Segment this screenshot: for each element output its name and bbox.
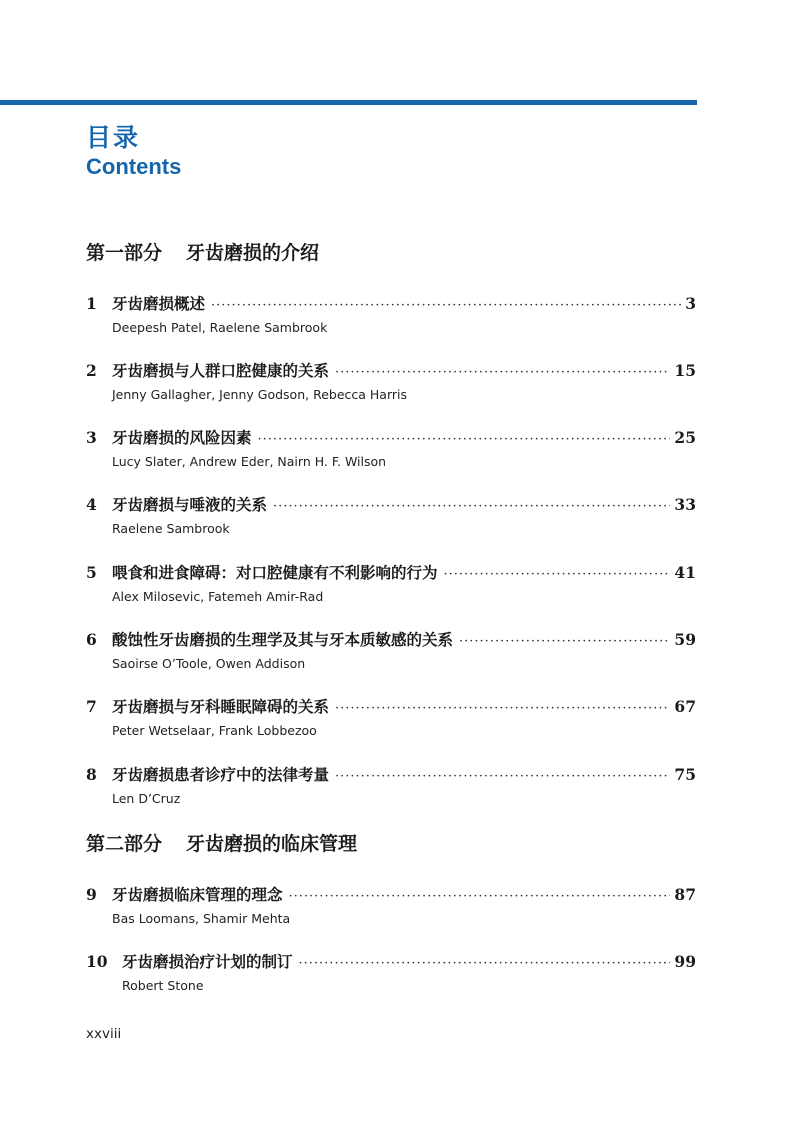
toc-entry[interactable] xyxy=(86,359,696,402)
dot-leader xyxy=(211,298,681,313)
chapter-number: 7 xyxy=(86,697,97,716)
chapter-title[interactable]: 牙齿磨损与唾液的关系 xyxy=(112,495,268,514)
part-heading xyxy=(86,238,319,265)
dot-leader xyxy=(258,432,671,447)
chapter-number: 1 xyxy=(86,294,97,313)
chapter-authors: Len D’Cruz xyxy=(112,791,181,806)
chapter-number: 2 xyxy=(86,361,97,380)
part-number: 第二部分 xyxy=(86,833,163,855)
dot-leader xyxy=(335,365,670,380)
dot-leader xyxy=(335,701,670,716)
dot-leader xyxy=(444,567,671,582)
chapter-authors: Bas Loomans, Shamir Mehta xyxy=(112,911,291,926)
part-number: 第一部分 xyxy=(86,242,163,264)
page-ref: 41 xyxy=(674,563,696,582)
chapter-authors: Raelene Sambrook xyxy=(112,521,230,536)
chapter-authors: Lucy Slater, Andrew Eder, Nairn H. F. Wilson xyxy=(112,454,387,469)
part-title: 牙齿磨损的介绍 xyxy=(186,242,320,264)
chapter-number: 6 xyxy=(86,630,97,649)
dot-leader xyxy=(289,889,671,904)
chapter-authors: Alex Milosevic, Fatemeh Amir-Rad xyxy=(112,589,324,604)
chapter-title[interactable]: 牙齿磨损概述 xyxy=(112,294,206,313)
chapter-number: 4 xyxy=(86,495,97,514)
part-heading xyxy=(86,829,357,856)
page-ref: 59 xyxy=(674,630,696,649)
toc-entry[interactable] xyxy=(86,628,696,671)
toc-entry[interactable] xyxy=(86,695,696,738)
dot-leader xyxy=(299,956,671,971)
toc-entry[interactable] xyxy=(86,292,696,335)
chapter-authors: Robert Stone xyxy=(122,978,204,993)
toc-title-chinese: 目录 xyxy=(86,123,141,152)
toc-entry[interactable] xyxy=(86,426,696,469)
chapter-title[interactable]: 酸蚀性牙齿磨损的生理学及其与牙本质敏感的关系 xyxy=(112,630,454,649)
toc-entry[interactable] xyxy=(86,763,696,806)
page-ref: 67 xyxy=(674,697,696,716)
toc-title-english: Contents xyxy=(86,154,182,179)
page-ref: 3 xyxy=(685,294,696,313)
chapter-number: 3 xyxy=(86,428,97,447)
chapter-number: 9 xyxy=(86,885,97,904)
chapter-title[interactable]: 牙齿磨损临床管理的理念 xyxy=(112,885,283,904)
part-title: 牙齿磨损的临床管理 xyxy=(186,833,358,855)
page-ref: 15 xyxy=(674,361,696,380)
toc-entry[interactable] xyxy=(86,883,696,926)
page-ref: 25 xyxy=(674,428,696,447)
toc-entry[interactable] xyxy=(86,493,696,536)
page-ref: 75 xyxy=(674,765,696,784)
chapter-title[interactable]: 喂食和进食障碍：对口腔健康有不利影响的行为 xyxy=(112,563,438,582)
chapter-authors: Saoirse O’Toole, Owen Addison xyxy=(112,656,306,671)
chapter-title[interactable]: 牙齿磨损治疗计划的制订 xyxy=(122,952,293,971)
page-ref: 87 xyxy=(674,885,696,904)
chapter-number: 5 xyxy=(86,563,97,582)
chapter-title[interactable]: 牙齿磨损患者诊疗中的法律考量 xyxy=(112,765,330,784)
page-ref: 99 xyxy=(674,952,696,971)
toc-entry[interactable] xyxy=(86,950,696,993)
chapter-number: 10 xyxy=(86,952,108,971)
chapter-title[interactable]: 牙齿磨损与人群口腔健康的关系 xyxy=(112,361,330,380)
page-number: xxviii xyxy=(86,1026,122,1042)
chapter-number: 8 xyxy=(86,765,97,784)
chapter-authors: Deepesh Patel, Raelene Sambrook xyxy=(112,320,328,335)
chapter-authors: Peter Wetselaar, Frank Lobbezoo xyxy=(112,723,317,738)
chapter-title[interactable]: 牙齿磨损的风险因素 xyxy=(112,428,252,447)
chapter-title[interactable]: 牙齿磨损与牙科睡眠障碍的关系 xyxy=(112,697,330,716)
dot-leader xyxy=(335,769,670,784)
dot-leader xyxy=(459,634,670,649)
top-rule xyxy=(0,100,697,105)
chapter-authors: Jenny Gallagher, Jenny Godson, Rebecca Harris xyxy=(112,387,407,402)
page-ref: 33 xyxy=(674,495,696,514)
toc-entry[interactable] xyxy=(86,561,696,604)
dot-leader xyxy=(273,499,670,514)
